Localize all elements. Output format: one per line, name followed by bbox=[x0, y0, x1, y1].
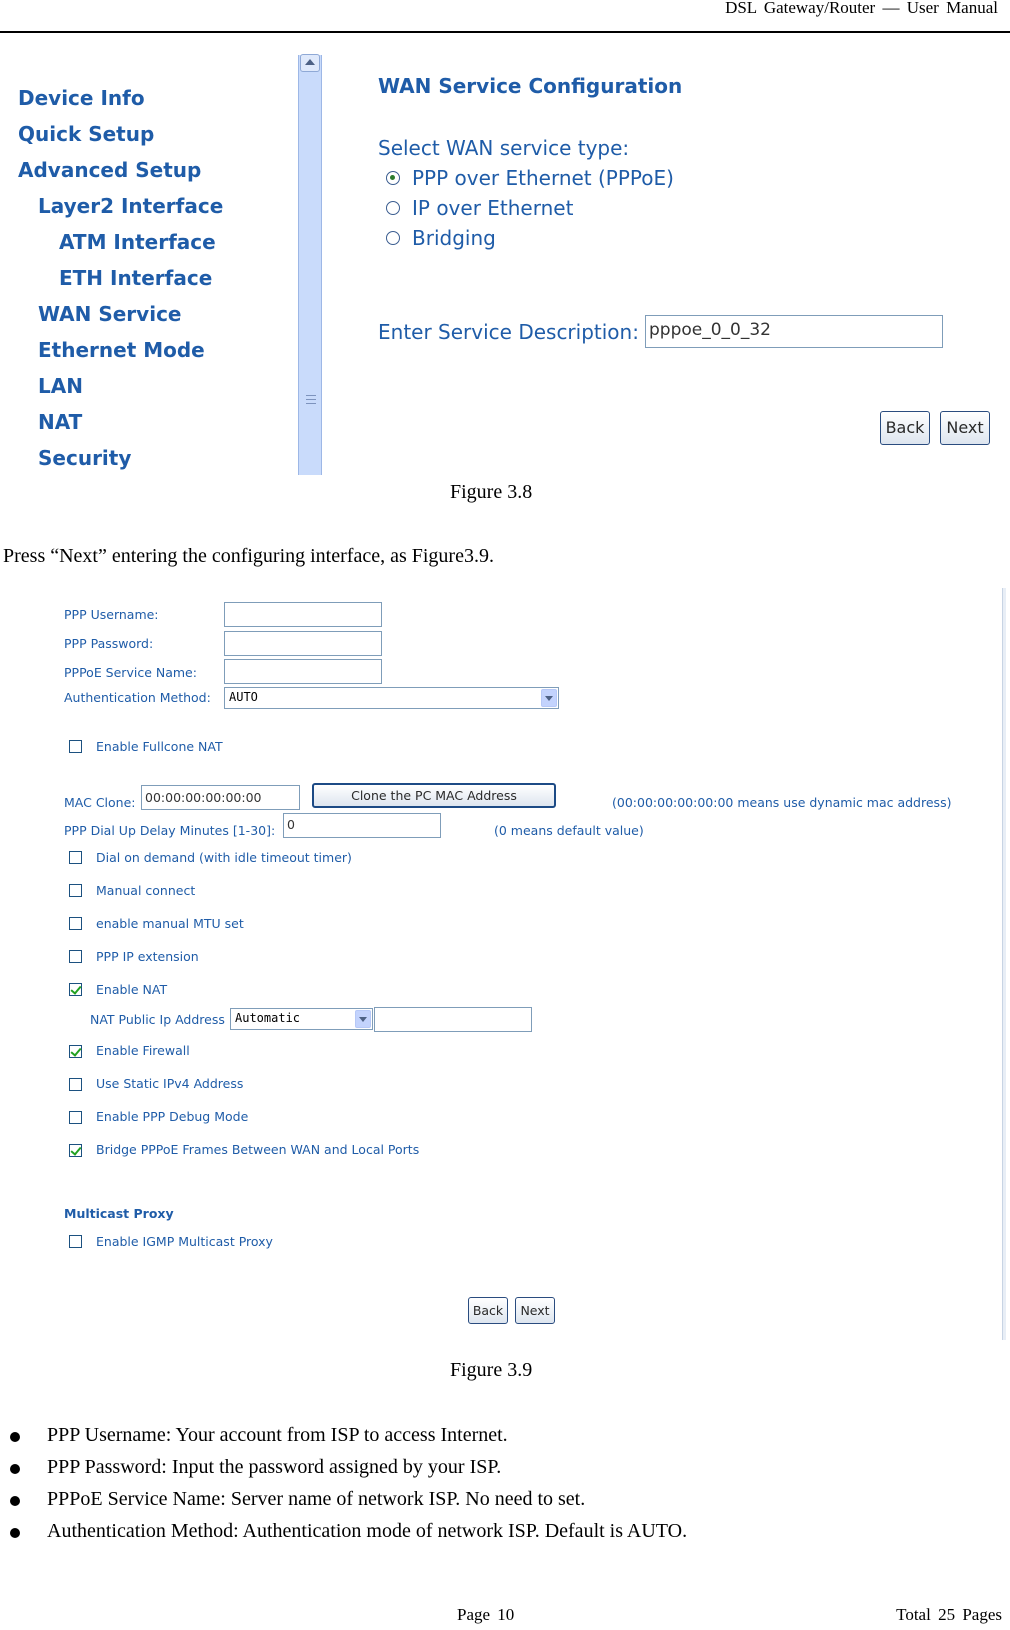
bridge-pppoe-checkbox[interactable] bbox=[69, 1144, 82, 1157]
service-description-label: Enter Service Description: bbox=[378, 320, 639, 344]
nav-quick-setup[interactable]: Quick Setup bbox=[18, 122, 155, 146]
manual-mtu-checkbox[interactable] bbox=[69, 917, 82, 930]
multicast-proxy-title: Multicast Proxy bbox=[64, 1206, 174, 1221]
ppp-debug-label: Enable PPP Debug Mode bbox=[96, 1109, 249, 1124]
dial-delay-hint: (0 means default value) bbox=[494, 823, 644, 838]
manual-connect-label: Manual connect bbox=[96, 883, 196, 898]
mac-clone-input[interactable]: 00:00:00:00:00:00 bbox=[141, 785, 300, 810]
page-number: Page 10 bbox=[457, 1605, 515, 1624]
back-button[interactable]: Back bbox=[468, 1297, 508, 1324]
total-pages: Total 25 Pages bbox=[896, 1605, 1002, 1624]
radio-ipoe[interactable] bbox=[386, 201, 400, 215]
scroll-up-arrow-icon[interactable] bbox=[300, 54, 320, 72]
nav-lan[interactable]: LAN bbox=[38, 374, 83, 398]
static-ipv4-checkbox[interactable] bbox=[69, 1078, 82, 1091]
header-rule bbox=[0, 31, 1010, 33]
figure-3-9-caption: Figure 3.9 bbox=[450, 1359, 533, 1381]
right-scrollbar[interactable] bbox=[1002, 588, 1006, 1340]
next-button[interactable]: Next bbox=[940, 411, 990, 445]
radio-bridging[interactable] bbox=[386, 231, 400, 245]
nat-public-ip-select[interactable] bbox=[230, 1008, 373, 1030]
dial-delay-input[interactable]: 0 bbox=[283, 813, 441, 838]
bullet-icon bbox=[10, 1464, 20, 1474]
nat-public-ip-label: NAT Public Ip Address bbox=[90, 1012, 225, 1027]
nat-public-ip-input[interactable] bbox=[374, 1007, 532, 1032]
figure-3-8-caption: Figure 3.8 bbox=[450, 481, 533, 503]
wan-config-title: WAN Service Configuration bbox=[378, 74, 683, 98]
fullcone-nat-checkbox[interactable] bbox=[69, 740, 82, 753]
ppp-username-label: PPP Username: bbox=[64, 607, 159, 622]
bullet-auth-method: Authentication Method: Authentication mode of network ISP. Default is AUTO. bbox=[47, 1520, 688, 1542]
document-header: DSL Gateway/Router — User Manual bbox=[725, 0, 998, 17]
pppoe-service-name-input[interactable] bbox=[224, 659, 382, 684]
nav-security[interactable]: Security bbox=[38, 446, 132, 470]
nav-wan-service[interactable]: WAN Service bbox=[38, 302, 182, 326]
mac-clone-label: MAC Clone: bbox=[64, 795, 136, 810]
select-wan-type-label: Select WAN service type: bbox=[378, 136, 630, 160]
chevron-down-icon[interactable] bbox=[355, 1010, 371, 1028]
radio-pppoe[interactable] bbox=[386, 171, 400, 185]
nat-public-ip-value: Automatic bbox=[235, 1011, 301, 1025]
nav-atm-interface[interactable]: ATM Interface bbox=[59, 230, 216, 254]
back-button[interactable]: Back bbox=[880, 411, 930, 445]
ppp-password-input[interactable] bbox=[224, 631, 382, 656]
nav-ethernet-mode[interactable]: Ethernet Mode bbox=[38, 338, 205, 362]
option-pppoe-label: PPP over Ethernet (PPPoE) bbox=[412, 166, 674, 190]
dial-on-demand-label: Dial on demand (with idle timeout timer) bbox=[96, 850, 352, 865]
nav-layer2-interface[interactable]: Layer2 Interface bbox=[38, 194, 224, 218]
ppp-ip-extension-label: PPP IP extension bbox=[96, 949, 199, 964]
static-ipv4-label: Use Static IPv4 Address bbox=[96, 1076, 244, 1091]
option-bridging-label: Bridging bbox=[412, 226, 496, 250]
igmp-proxy-label: Enable IGMP Multicast Proxy bbox=[96, 1234, 273, 1249]
enable-firewall-label: Enable Firewall bbox=[96, 1043, 190, 1058]
ppp-debug-checkbox[interactable] bbox=[69, 1111, 82, 1124]
option-ipoe-label: IP over Ethernet bbox=[412, 196, 574, 220]
auth-method-select[interactable] bbox=[224, 687, 559, 709]
bullet-icon bbox=[10, 1528, 20, 1538]
next-button[interactable]: Next bbox=[515, 1297, 555, 1324]
igmp-proxy-checkbox[interactable] bbox=[69, 1235, 82, 1248]
pppoe-service-name-label: PPPoE Service Name: bbox=[64, 665, 197, 680]
enable-firewall-checkbox[interactable] bbox=[69, 1045, 82, 1058]
fullcone-nat-label: Enable Fullcone NAT bbox=[96, 739, 223, 754]
manual-mtu-label: enable manual MTU set bbox=[96, 916, 244, 931]
nav-device-info[interactable]: Device Info bbox=[18, 86, 145, 110]
sidebar-scrollbar[interactable] bbox=[298, 55, 322, 475]
enable-nat-label: Enable NAT bbox=[96, 982, 168, 997]
intro-paragraph: Press “Next” entering the configuring interface, as Figure3.9. bbox=[3, 545, 494, 567]
bullet-ppp-username: PPP Username: Your account from ISP to access Internet. bbox=[47, 1424, 508, 1446]
ppp-username-input[interactable] bbox=[224, 602, 382, 627]
scroll-grip-icon bbox=[306, 395, 316, 404]
bridge-pppoe-label: Bridge PPPoE Frames Between WAN and Local Ports bbox=[96, 1142, 420, 1157]
ppp-password-label: PPP Password: bbox=[64, 636, 154, 651]
dial-delay-label: PPP Dial Up Delay Minutes [1-30]: bbox=[64, 823, 276, 838]
chevron-down-icon[interactable] bbox=[541, 689, 557, 707]
nav-eth-interface[interactable]: ETH Interface bbox=[59, 266, 213, 290]
bullet-pppoe-service-name: PPPoE Service Name: Server name of network ISP. No need to set. bbox=[47, 1488, 586, 1510]
clone-mac-button[interactable]: Clone the PC MAC Address bbox=[312, 783, 556, 808]
mac-hint: (00:00:00:00:00:00 means use dynamic mac address) bbox=[612, 795, 952, 810]
nav-advanced-setup[interactable]: Advanced Setup bbox=[18, 158, 202, 182]
dial-on-demand-checkbox[interactable] bbox=[69, 851, 82, 864]
auth-method-label: Authentication Method: bbox=[64, 690, 211, 705]
enable-nat-checkbox[interactable] bbox=[69, 983, 82, 996]
auth-method-value: AUTO bbox=[229, 690, 258, 704]
bullet-ppp-password: PPP Password: Input the password assigned by your ISP. bbox=[47, 1456, 502, 1478]
bullet-icon bbox=[10, 1432, 20, 1442]
bullet-icon bbox=[10, 1496, 20, 1506]
service-description-input[interactable]: pppoe_0_0_32 bbox=[645, 315, 943, 348]
manual-connect-checkbox[interactable] bbox=[69, 884, 82, 897]
nav-nat[interactable]: NAT bbox=[38, 410, 83, 434]
ppp-ip-extension-checkbox[interactable] bbox=[69, 950, 82, 963]
